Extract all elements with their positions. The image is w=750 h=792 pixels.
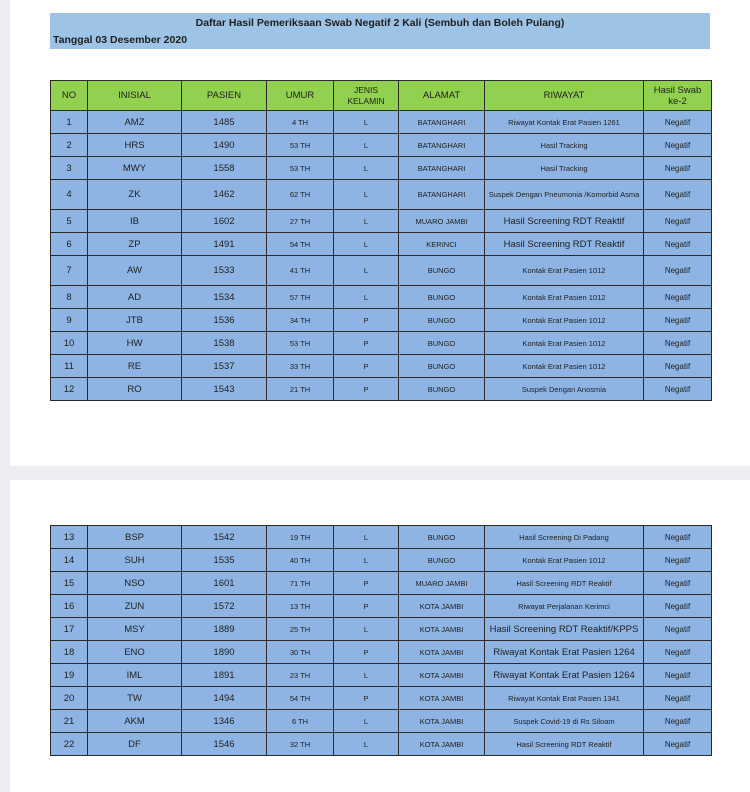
- cell-pasien: 1536: [182, 309, 267, 332]
- cell-jenis-kelamin: L: [334, 210, 399, 233]
- cell-hasil-swab: Negatif: [644, 595, 712, 618]
- cell-inisial: RO: [88, 378, 182, 401]
- cell-no: 12: [51, 378, 88, 401]
- cell-no: 14: [51, 549, 88, 572]
- cell-pasien: 1546: [182, 733, 267, 756]
- cell-riwayat: Kontak Erat Pasien 1012: [485, 286, 644, 309]
- cell-jenis-kelamin: L: [334, 256, 399, 286]
- header-hasil-swab: Hasil Swab ke-2: [644, 81, 712, 111]
- document-page-2: [10, 480, 750, 792]
- cell-alamat: KOTA JAMBI: [399, 664, 485, 687]
- cell-inisial: AD: [88, 286, 182, 309]
- table-row: [51, 641, 712, 664]
- cell-pasien: 1542: [182, 526, 267, 549]
- cell-umur: 21 TH: [267, 378, 334, 401]
- document-date: Tanggal 03 Desember 2020: [53, 34, 188, 46]
- cell-hasil-swab: Negatif: [644, 180, 712, 210]
- cell-hasil-swab: Negatif: [644, 618, 712, 641]
- cell-no: 11: [51, 355, 88, 378]
- cell-umur: 53 TH: [267, 157, 334, 180]
- cell-umur: 53 TH: [267, 134, 334, 157]
- table-row: [51, 595, 712, 618]
- cell-riwayat: Hasil Tracking: [485, 157, 644, 180]
- cell-riwayat: Hasil Screening RDT Reaktif: [485, 233, 644, 256]
- cell-inisial: DF: [88, 733, 182, 756]
- cell-riwayat: Hasil Screening RDT Reaktif: [485, 210, 644, 233]
- header-pasien: PASIEN: [182, 81, 267, 111]
- cell-jenis-kelamin: L: [334, 286, 399, 309]
- header-inisial: INISIAL: [88, 81, 182, 111]
- cell-alamat: MUARO JAMBI: [399, 572, 485, 595]
- cell-no: 21: [51, 710, 88, 733]
- table-row: [51, 733, 712, 756]
- cell-alamat: BATANGHARI: [399, 111, 485, 134]
- cell-hasil-swab: Negatif: [644, 286, 712, 309]
- table-row: [51, 210, 712, 233]
- cell-hasil-swab: Negatif: [644, 210, 712, 233]
- cell-hasil-swab: Negatif: [644, 355, 712, 378]
- header-alamat: ALAMAT: [399, 81, 485, 111]
- cell-jenis-kelamin: P: [334, 355, 399, 378]
- cell-hasil-swab: Negatif: [644, 378, 712, 401]
- cell-umur: 4 TH: [267, 111, 334, 134]
- cell-no: 16: [51, 595, 88, 618]
- cell-alamat: BUNGO: [399, 355, 485, 378]
- cell-no: 17: [51, 618, 88, 641]
- cell-jenis-kelamin: P: [334, 687, 399, 710]
- cell-hasil-swab: Negatif: [644, 664, 712, 687]
- table-row: [51, 549, 712, 572]
- cell-pasien: 1491: [182, 233, 267, 256]
- cell-hasil-swab: Negatif: [644, 332, 712, 355]
- cell-jenis-kelamin: P: [334, 309, 399, 332]
- cell-alamat: BUNGO: [399, 378, 485, 401]
- cell-pasien: 1535: [182, 549, 267, 572]
- cell-umur: 71 TH: [267, 572, 334, 595]
- cell-riwayat: Hasil Screening RDT Reaktif: [485, 733, 644, 756]
- cell-inisial: BSP: [88, 526, 182, 549]
- cell-pasien: 1889: [182, 618, 267, 641]
- cell-hasil-swab: Negatif: [644, 309, 712, 332]
- cell-umur: 6 TH: [267, 710, 334, 733]
- cell-hasil-swab: Negatif: [644, 733, 712, 756]
- table-row: [51, 134, 712, 157]
- cell-no: 13: [51, 526, 88, 549]
- cell-riwayat: Hasil Screening RDT Reaktif/KPPS: [485, 618, 644, 641]
- cell-pasien: 1890: [182, 641, 267, 664]
- cell-pasien: 1601: [182, 572, 267, 595]
- cell-pasien: 1558: [182, 157, 267, 180]
- table-row: [51, 618, 712, 641]
- cell-hasil-swab: Negatif: [644, 549, 712, 572]
- cell-jenis-kelamin: L: [334, 733, 399, 756]
- cell-inisial: MSY: [88, 618, 182, 641]
- cell-jenis-kelamin: P: [334, 641, 399, 664]
- cell-inisial: ENO: [88, 641, 182, 664]
- cell-hasil-swab: Negatif: [644, 157, 712, 180]
- cell-no: 8: [51, 286, 88, 309]
- cell-no: 18: [51, 641, 88, 664]
- header-riwayat: RIWAYAT: [485, 81, 644, 111]
- cell-no: 4: [51, 180, 88, 210]
- cell-no: 10: [51, 332, 88, 355]
- table-row: [51, 332, 712, 355]
- cell-pasien: 1490: [182, 134, 267, 157]
- header-umur: UMUR: [267, 81, 334, 111]
- cell-no: 6: [51, 233, 88, 256]
- table-row: [51, 233, 712, 256]
- cell-riwayat: Riwayat Kontak Erat Pasien 1341: [485, 687, 644, 710]
- cell-riwayat: Hasil Screening RDT Reaktif: [485, 572, 644, 595]
- cell-jenis-kelamin: L: [334, 549, 399, 572]
- cell-riwayat: Kontak Erat Pasien 1012: [485, 309, 644, 332]
- cell-inisial: SUH: [88, 549, 182, 572]
- cell-no: 3: [51, 157, 88, 180]
- cell-pasien: 1485: [182, 111, 267, 134]
- cell-hasil-swab: Negatif: [644, 134, 712, 157]
- cell-no: 1: [51, 111, 88, 134]
- cell-umur: 41 TH: [267, 256, 334, 286]
- cell-alamat: KOTA JAMBI: [399, 595, 485, 618]
- cell-pasien: 1462: [182, 180, 267, 210]
- cell-alamat: BATANGHARI: [399, 157, 485, 180]
- cell-jenis-kelamin: P: [334, 332, 399, 355]
- cell-umur: 57 TH: [267, 286, 334, 309]
- cell-alamat: KOTA JAMBI: [399, 641, 485, 664]
- cell-inisial: JTB: [88, 309, 182, 332]
- table-row: [51, 355, 712, 378]
- cell-pasien: 1534: [182, 286, 267, 309]
- cell-jenis-kelamin: P: [334, 572, 399, 595]
- table-row: [51, 111, 712, 134]
- table-row: [51, 157, 712, 180]
- cell-umur: 54 TH: [267, 233, 334, 256]
- cell-alamat: BUNGO: [399, 549, 485, 572]
- cell-riwayat: Kontak Erat Pasien 1012: [485, 355, 644, 378]
- cell-riwayat: Kontak Erat Pasien 1012: [485, 256, 644, 286]
- cell-jenis-kelamin: L: [334, 664, 399, 687]
- cell-pasien: 1543: [182, 378, 267, 401]
- cell-alamat: BATANGHARI: [399, 134, 485, 157]
- cell-riwayat: Suspek Dengan Anosmia: [485, 378, 644, 401]
- cell-hasil-swab: Negatif: [644, 526, 712, 549]
- cell-alamat: KOTA JAMBI: [399, 687, 485, 710]
- cell-umur: 54 TH: [267, 687, 334, 710]
- cell-umur: 27 TH: [267, 210, 334, 233]
- cell-inisial: HRS: [88, 134, 182, 157]
- cell-umur: 62 TH: [267, 180, 334, 210]
- cell-umur: 33 TH: [267, 355, 334, 378]
- cell-inisial: ZUN: [88, 595, 182, 618]
- results-table-part-1: [50, 80, 712, 401]
- cell-jenis-kelamin: L: [334, 157, 399, 180]
- cell-alamat: BATANGHARI: [399, 180, 485, 210]
- table-row: [51, 378, 712, 401]
- cell-hasil-swab: Negatif: [644, 572, 712, 595]
- cell-alamat: BUNGO: [399, 286, 485, 309]
- cell-alamat: BUNGO: [399, 256, 485, 286]
- cell-alamat: BUNGO: [399, 309, 485, 332]
- cell-jenis-kelamin: P: [334, 595, 399, 618]
- cell-alamat: BUNGO: [399, 526, 485, 549]
- cell-jenis-kelamin: L: [334, 618, 399, 641]
- cell-pasien: 1533: [182, 256, 267, 286]
- table-row: [51, 572, 712, 595]
- cell-pasien: 1602: [182, 210, 267, 233]
- cell-riwayat: Suspek Covid-19 di Rs Siloam: [485, 710, 644, 733]
- title-box: [50, 13, 710, 49]
- cell-riwayat: Riwayat Kontak Erat Pasien 1264: [485, 641, 644, 664]
- cell-umur: 32 TH: [267, 733, 334, 756]
- cell-no: 9: [51, 309, 88, 332]
- cell-no: 22: [51, 733, 88, 756]
- cell-jenis-kelamin: L: [334, 180, 399, 210]
- table-row: [51, 710, 712, 733]
- table-row: [51, 256, 712, 286]
- cell-inisial: RE: [88, 355, 182, 378]
- cell-hasil-swab: Negatif: [644, 256, 712, 286]
- cell-riwayat: Hasil Screening Di Padang: [485, 526, 644, 549]
- cell-jenis-kelamin: P: [334, 378, 399, 401]
- cell-no: 19: [51, 664, 88, 687]
- document-title: Daftar Hasil Pemeriksaan Swab Negatif 2 Kali (Sembuh dan Boleh Pulang): [195, 17, 565, 29]
- cell-umur: 19 TH: [267, 526, 334, 549]
- cell-inisial: HW: [88, 332, 182, 355]
- cell-inisial: ZK: [88, 180, 182, 210]
- cell-no: 7: [51, 256, 88, 286]
- cell-inisial: ZP: [88, 233, 182, 256]
- cell-alamat: BUNGO: [399, 332, 485, 355]
- cell-umur: 34 TH: [267, 309, 334, 332]
- cell-jenis-kelamin: L: [334, 526, 399, 549]
- cell-alamat: MUARO JAMBI: [399, 210, 485, 233]
- document-page-1: [10, 0, 750, 466]
- cell-inisial: AKM: [88, 710, 182, 733]
- cell-inisial: NSO: [88, 572, 182, 595]
- cell-no: 5: [51, 210, 88, 233]
- cell-riwayat: Suspek Dengan Pneumonia /Komorbid Asma: [485, 180, 644, 210]
- cell-hasil-swab: Negatif: [644, 641, 712, 664]
- cell-riwayat: Riwayat Perjalanan Kerimci: [485, 595, 644, 618]
- cell-alamat: KOTA JAMBI: [399, 618, 485, 641]
- cell-umur: 25 TH: [267, 618, 334, 641]
- table-row: [51, 180, 712, 210]
- cell-riwayat: Hasil Tracking: [485, 134, 644, 157]
- cell-umur: 40 TH: [267, 549, 334, 572]
- cell-umur: 23 TH: [267, 664, 334, 687]
- cell-pasien: 1572: [182, 595, 267, 618]
- header-jenis-kelamin: JENIS KELAMIN: [334, 81, 399, 111]
- cell-hasil-swab: Negatif: [644, 710, 712, 733]
- results-table-part-2: [50, 525, 712, 756]
- cell-hasil-swab: Negatif: [644, 687, 712, 710]
- cell-inisial: IML: [88, 664, 182, 687]
- cell-jenis-kelamin: L: [334, 134, 399, 157]
- cell-pasien: 1494: [182, 687, 267, 710]
- cell-pasien: 1538: [182, 332, 267, 355]
- cell-umur: 30 TH: [267, 641, 334, 664]
- cell-riwayat: Riwayat Kontak Erat Pasien 1261: [485, 111, 644, 134]
- cell-jenis-kelamin: L: [334, 710, 399, 733]
- cell-alamat: KOTA JAMBI: [399, 710, 485, 733]
- cell-no: 2: [51, 134, 88, 157]
- cell-inisial: AMZ: [88, 111, 182, 134]
- cell-inisial: MWY: [88, 157, 182, 180]
- table-row: [51, 286, 712, 309]
- cell-hasil-swab: Negatif: [644, 111, 712, 134]
- cell-inisial: IB: [88, 210, 182, 233]
- cell-riwayat: Kontak Erat Pasien 1012: [485, 549, 644, 572]
- cell-alamat: KOTA JAMBI: [399, 733, 485, 756]
- cell-hasil-swab: Negatif: [644, 233, 712, 256]
- table-row: [51, 687, 712, 710]
- cell-jenis-kelamin: L: [334, 111, 399, 134]
- header-no: NO: [51, 81, 88, 111]
- cell-umur: 13 TH: [267, 595, 334, 618]
- cell-riwayat: Kontak Erat Pasien 1012: [485, 332, 644, 355]
- cell-alamat: KERINCI: [399, 233, 485, 256]
- cell-riwayat: Riwayat Kontak Erat Pasien 1264: [485, 664, 644, 687]
- cell-inisial: AW: [88, 256, 182, 286]
- cell-no: 15: [51, 572, 88, 595]
- table-row: [51, 526, 712, 549]
- cell-umur: 53 TH: [267, 332, 334, 355]
- table-header-row: [51, 81, 712, 111]
- cell-pasien: 1346: [182, 710, 267, 733]
- table-row: [51, 664, 712, 687]
- cell-inisial: TW: [88, 687, 182, 710]
- cell-no: 20: [51, 687, 88, 710]
- cell-jenis-kelamin: L: [334, 233, 399, 256]
- table-row: [51, 309, 712, 332]
- cell-pasien: 1537: [182, 355, 267, 378]
- cell-pasien: 1891: [182, 664, 267, 687]
